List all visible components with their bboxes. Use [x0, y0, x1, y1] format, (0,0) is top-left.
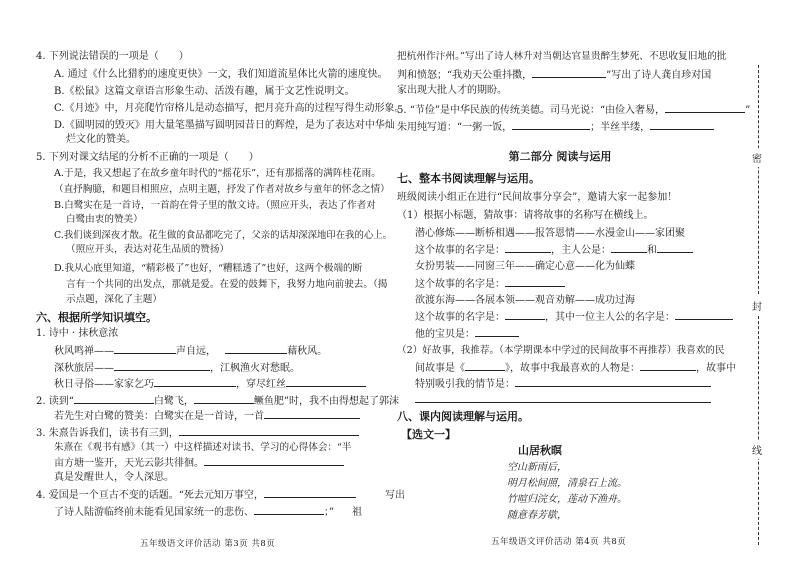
fill3-line4: 真是发醒世人，令人深思。 [54, 472, 174, 483]
blank[interactable] [640, 361, 696, 371]
seal-char-feng: 封 [752, 296, 762, 315]
blank[interactable] [505, 310, 545, 320]
fill1-title: 1. 诗中 · 抹秋意浓 [36, 328, 119, 339]
q4-option-c: C.《月迹》中，月亮爬竹帘格儿是动态描写，把月亮升高的过程写得生动形象。 [54, 103, 405, 114]
right-page [395, 0, 751, 561]
q2-line2: 间故事是《 》，故事中我最喜欢的人物是： ，故事中 [415, 363, 736, 374]
blank[interactable] [114, 344, 176, 354]
q5-option-d-line1: D.我从心底里知道，“精彩极了”也好，“糟糕透了”也好，这两个极端的断 [54, 263, 363, 274]
blank[interactable] [675, 310, 733, 320]
poem-line1: 空山新雨后， [507, 462, 567, 473]
q5-option-d-line2: 言有一个共同的出发点，那就是爱。在爱的鼓舞下，我努力地向前驶去。（揭 [66, 279, 388, 290]
q5-stem: 5. 下列对课文结尾的分析不正确的一项是（ ） [36, 152, 259, 163]
q4-option-d-line1: D.《圆明园的毁灭》用大量笔墨描写圆明园昔日的辉煌，是为了表达对中华灿 [54, 120, 395, 131]
blank[interactable] [194, 394, 254, 404]
blank[interactable] [204, 456, 344, 466]
q5-option-a-line1: A.于是，我又想起了在故乡童年时代的“摇花乐”，还有那摇落的满阵桂花雨。 [54, 168, 381, 179]
poem-title: 山居秋暝 [518, 444, 562, 457]
blank[interactable] [532, 68, 606, 78]
blank[interactable] [505, 277, 565, 287]
blank[interactable] [154, 377, 236, 387]
q5-option-c-line2: （照应开头，表达对花生品质的赞扬） [66, 244, 230, 255]
fill1-line1: 秋风鸣禅—— 声自远， 藉秋风。 [54, 346, 328, 357]
poem-line4: 随意春芳歇， [507, 510, 567, 521]
selection1-label: 【选文一】 [401, 428, 456, 441]
story3-clues: 欲渡东海——各展本领——观音劝解——成功过海 [415, 295, 635, 306]
story3-answer: 这个故事的名字是： ，其中一位主人公的名字是： [415, 310, 733, 324]
blank[interactable] [505, 243, 551, 253]
blank[interactable] [179, 426, 359, 436]
story2-answer: 这个故事的名字是： [415, 277, 565, 291]
fill4-line2: 了诗人陆游临终前未能看见国家统一的悲伤、 ；” [54, 507, 335, 518]
blank[interactable] [264, 409, 360, 419]
r-q5-line2: 朱用纯写道：“一粥一饭， ；半丝半缕， [397, 120, 714, 134]
story1-clues: 潜心修炼——断桥相遇——报答恩情——水漫金山——家团聚 [415, 228, 685, 239]
blank[interactable] [225, 344, 287, 354]
section7-intro: 班级阅读小组正在进行“民间故事分享会”，邀请大家一起参加！ [397, 192, 678, 203]
part2-title: 第二部分 阅读与运用 [508, 150, 612, 163]
blank[interactable] [475, 327, 519, 337]
story3-treasure: 他的宝贝是： [415, 327, 519, 341]
section6-title: 六、根据所学知识填空。 [36, 311, 157, 324]
blank[interactable] [515, 377, 711, 387]
q4-option-b: B.《松鼠》这篇文章语言形象生动、活泼有趣，属于文艺性说明文。 [54, 86, 355, 97]
q5-option-b-line1: B.白鹭实在是一首诗，一首韵在骨子里的散文诗。（照应开头，表达了作者对 [54, 200, 376, 211]
fill4-line1: 4. 爱国是一个亘古不变的话题。“死去元知万事空， 写出 [36, 490, 406, 501]
story1-answer: 这个故事的名字是： ，主人公是： 和 [415, 243, 693, 257]
section7-title: 七、整本书阅读理解与运用。 [397, 172, 540, 185]
fill3-line1: 3. 朱熹告诉我们，读书有三到， [36, 426, 359, 440]
fill1-line2: 深秋旅居—— ，江枫渔火对愁眠。 [54, 363, 300, 374]
blank[interactable] [650, 120, 714, 130]
fill2-line2: 若先生对白鹭的赞美：白鹭实在是一首诗，一首 [54, 409, 360, 423]
q2-line3: 特别吸引我的情节是： [415, 377, 711, 391]
q2-line1: （2）好故事，我推荐。（本学期课本中学过的民间故事不再推荐）我喜欢的民 [397, 345, 725, 356]
binding-margin [728, 0, 794, 561]
blank[interactable] [74, 394, 154, 404]
blank[interactable] [415, 393, 711, 403]
seal-char-xian: 线 [752, 440, 762, 459]
blank[interactable] [264, 488, 356, 498]
q1-stem: （1）根据小标题，猜故事：请将故事的名称写在横线上。 [397, 210, 654, 221]
q4-option-d-line2: 烂文化的赞美。 [66, 134, 136, 145]
r-line3: 家出现大批人才的期盼。 [397, 85, 507, 96]
blank[interactable] [611, 243, 647, 253]
right-page-footer: 五年级语文评价活动 第4页 共8页 [491, 537, 627, 547]
section8-title: 八、课内阅读理解与运用。 [397, 410, 529, 423]
q4-option-a: A. 通过《什么比猎豹的速度更快》一文，我们知道流星体比火箭的速度快。 [54, 69, 388, 80]
blank[interactable] [512, 120, 590, 130]
fill3-line3: 亩方塘一鉴开，天光云影共徘徊。 [54, 456, 344, 470]
fill4-cutoff-char: 祖 [352, 507, 362, 518]
story2-clues: 女扮男装——同窗三年——确定心意——化为仙蝶 [415, 261, 635, 272]
left-page-footer: 五年级语文评价活动 第3页 共8页 [140, 539, 276, 549]
q5-option-c-line1: C.我们谈到深夜才散。花生做的食品都吃完了，父亲的话却深深地印在我的心上。 [54, 230, 392, 241]
blank[interactable] [657, 243, 693, 253]
blank[interactable] [465, 361, 505, 371]
r-q5-line1: 5. “节俭”是中华民族的传统美德。司马光说：“由俭入奢易， ” [397, 105, 751, 116]
q2-line4 [415, 393, 711, 407]
blank[interactable] [286, 377, 366, 387]
blank[interactable] [254, 505, 324, 515]
fill2-line1: 2. 读到“ 白鹭飞， 鳜鱼肥”时，我不由得想起了郭沫 [36, 396, 399, 407]
seal-char-mi: 密 [752, 148, 762, 167]
r-line2: 判和愤怒；“我劝天公重抖擞， ”写出了诗人龚自珍对国 [397, 70, 712, 81]
q4-stem: 4. 下列说法错误的一项是（ ） [36, 51, 189, 62]
q5-option-d-line3: 示点题，深化了主题） [66, 294, 162, 305]
poem-line3: 竹喧归浣女，莲动下渔舟。 [507, 494, 627, 505]
fill1-line3: 秋日寻俗——家家乞巧 ，穿尽红丝 [54, 377, 366, 391]
blank[interactable] [114, 361, 210, 371]
fill3-line2: 朱熹在《观书有感》（其一）中这样描述对读书、学习的心得体会：“半 [54, 442, 352, 453]
q5-option-b-line2: 白鹭由衷的赞美） [66, 214, 143, 225]
r-line1: 把杭州作汴州。”写出了诗人林升对当朝达官显贵醉生梦死、不思收复旧地的批 [397, 51, 727, 62]
poem-line2: 明月松间照，清泉石上流。 [507, 478, 627, 489]
q5-option-a-line2: （直抒胸臆，和题目相照应，点明主题，抒发了作者对故乡与童年的怀念之情） [54, 184, 390, 195]
